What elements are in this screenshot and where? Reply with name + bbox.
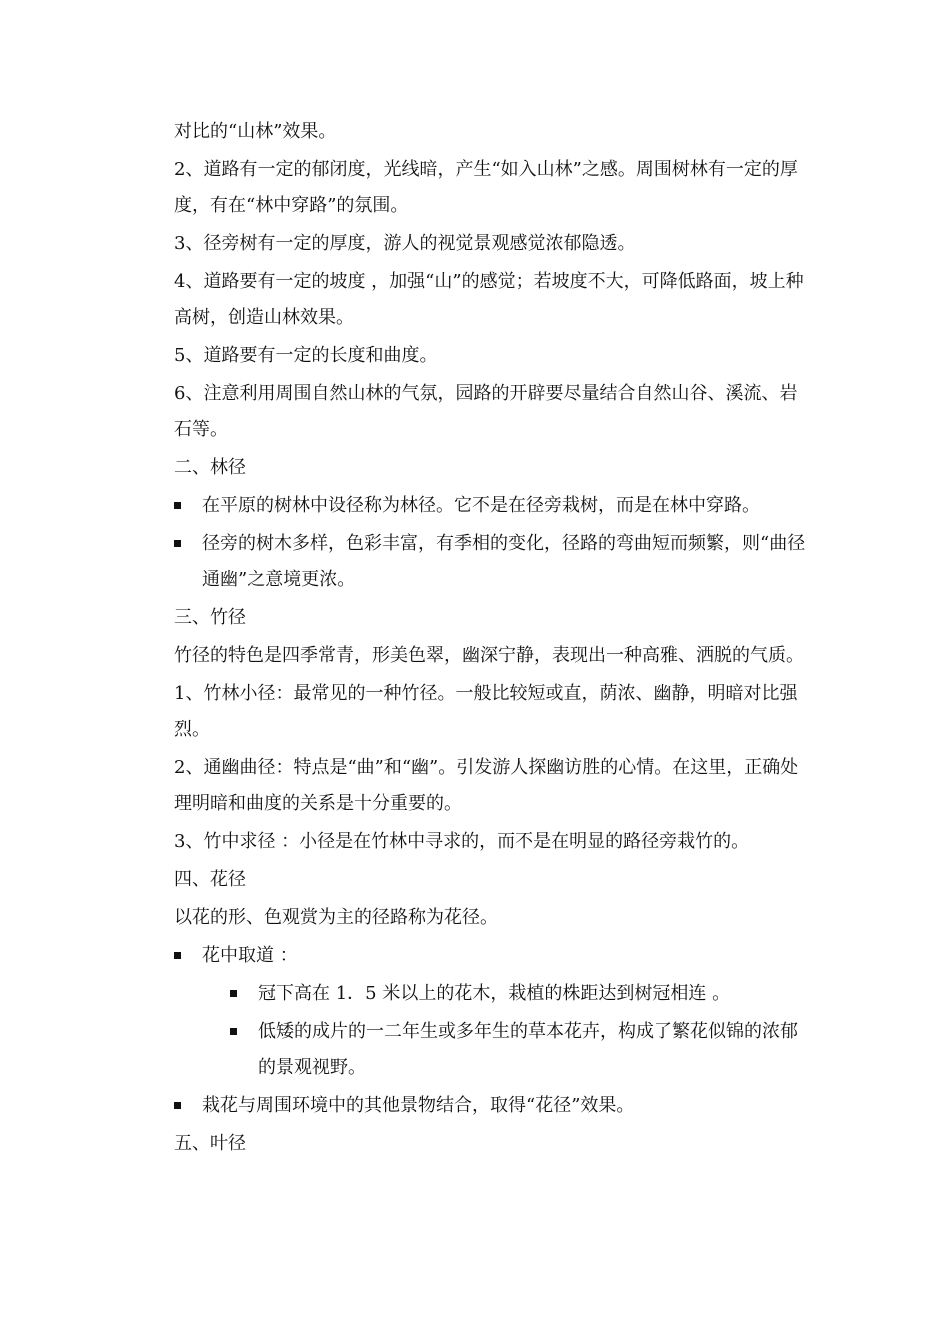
square-bullet-icon: [230, 990, 237, 997]
sub-list-item: [230, 976, 810, 1012]
paragraph: 竹径的特色是四季常青，形美色翠，幽深宁静，表现出一种高雅、洒脱的气质。: [174, 645, 804, 666]
paragraph: 以花的形、色观赏为主的径路称为花径。: [174, 907, 498, 928]
sub-list-item: [230, 1014, 810, 1086]
paragraph: 4、道路要有一定的坡度 ，加强“山”的感觉；若坡度不大，可降低路面，坡上种高树，创造山林效果。: [174, 271, 804, 328]
paragraph: 3、竹中求径 ：小径是在竹林中寻求的，而不是在明显的路径旁栽竹的。: [174, 831, 750, 852]
list-item-text: 花中取道 ：: [202, 945, 298, 966]
paragraph: 5、道路要有一定的长度和曲度。: [174, 345, 438, 366]
paragraph: 2、道路有一定的郁闭度，光线暗，产生“如入山林”之感。周围树林有一定的厚度，有在“林中穿路”的氛围。: [174, 159, 798, 216]
paragraph: 2、通幽曲径：特点是“曲”和“幽”。引发游人探幽访胜的心情。在这里，正确处理明暗和曲度的关系是十分重要的。: [174, 757, 799, 814]
list-item: [174, 488, 810, 524]
square-bullet-icon: [174, 1102, 181, 1109]
paragraph: 1、竹林小径：最常见的一种竹径。一般比较短或直，荫浓、幽静，明暗对比强烈。: [174, 683, 798, 740]
list-item-text: 径旁的树木多样，色彩丰富，有季相的变化，径路的弯曲短而频繁，则“曲径通幽”之意境更浓。: [202, 533, 806, 590]
document-body: [174, 114, 810, 1162]
paragraph: 对比的“山林”效果。: [174, 121, 337, 142]
list-item: [174, 1088, 810, 1124]
list-item: [174, 938, 810, 974]
list-item-text: 低矮的成片的一二年生或多年生的草本花卉，构成了繁花似锦的浓郁的景观视野。: [258, 1021, 798, 1078]
list-item-text: 在平原的树林中设径称为林径。它不是在径旁栽树，而是在林中穿路。: [202, 495, 760, 516]
square-bullet-icon: [230, 1028, 237, 1035]
section-heading: 五、叶径: [174, 1133, 246, 1154]
list-item: [174, 526, 810, 598]
list-item-text: 栽花与周围环境中的其他景物结合，取得“花径”效果。: [202, 1095, 635, 1116]
square-bullet-icon: [174, 502, 181, 509]
paragraph: 6、注意利用周围自然山林的气氛，园路的开辟要尽量结合自然山谷、溪流、岩石等。: [174, 383, 798, 440]
section-heading: 三、竹径: [174, 607, 246, 628]
list-item-text: 冠下高在 1．5 米以上的花木，栽植的株距达到树冠相连 。: [258, 983, 731, 1004]
section-heading: 二、林径: [174, 457, 246, 478]
square-bullet-icon: [174, 952, 181, 959]
section-heading: 四、花径: [174, 869, 246, 890]
paragraph: 3、径旁树有一定的厚度，游人的视觉景观感觉浓郁隐透。: [174, 233, 636, 254]
square-bullet-icon: [174, 540, 181, 547]
